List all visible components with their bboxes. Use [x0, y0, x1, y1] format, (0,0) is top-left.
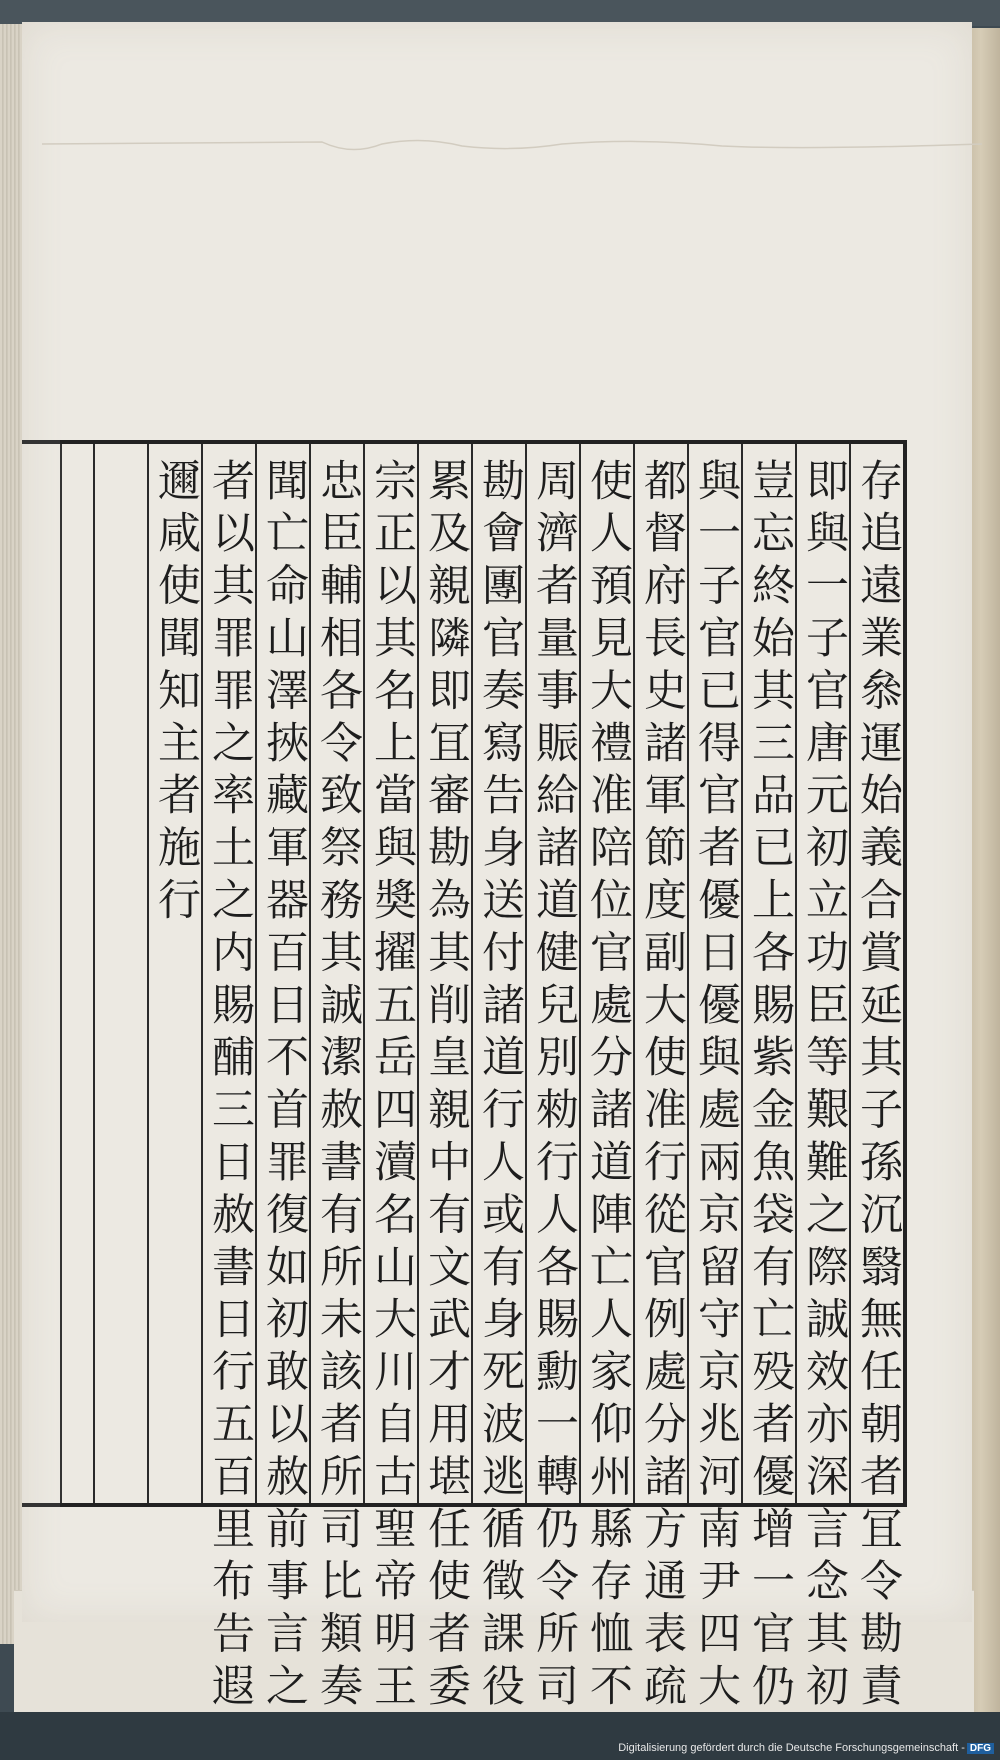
column-text: 周濟者量事賑給諸道健兒別勑行人各賜勳一轉仍令所司 — [529, 458, 579, 1716]
book-page — [22, 22, 972, 1716]
text-column — [255, 444, 309, 1716]
text-column — [147, 444, 201, 1503]
column-text: 勘會團官奏寫告身送付諸道行人或有身死波逃循徵課役 — [475, 458, 525, 1716]
text-column — [795, 444, 849, 1716]
text-column — [687, 444, 741, 1716]
dfg-logo: DFG — [967, 1743, 994, 1754]
frame-stub — [22, 1503, 60, 1507]
credit-text: Digitalisierung gefördert durch die Deutsche Forschungsgemeinschaft - — [618, 1742, 965, 1754]
column-text: 宗正以其名上當與奬擢五岳四瀆名山大川自古聖帝明王 — [367, 458, 417, 1716]
text-column — [309, 444, 363, 1716]
column-text: 者以其罪罪之率土之内賜酺三日赦書日行五百里布告遐 — [205, 458, 255, 1716]
text-column — [201, 444, 255, 1716]
text-column — [471, 444, 525, 1716]
paper-crease — [42, 132, 982, 162]
digitization-credit — [618, 1742, 994, 1754]
column-text: 豈忘終始其三品已上各賜紫金魚袋有亡殁者優增一官仍 — [745, 458, 795, 1716]
text-column-empty — [93, 444, 147, 1503]
column-text: 存追遠業叅運始義合賞延其子孫沉翳無任朝者冝令勘責 — [853, 458, 903, 1716]
column-text: 邇咸使聞知主者施行 — [151, 458, 201, 930]
column-text: 聞亡命山澤挾藏軍器百日不首罪復如初敢以赦前事言之 — [259, 458, 309, 1716]
frame-left-rule — [60, 444, 62, 1503]
text-column — [579, 444, 633, 1716]
column-text: 與一子官已得官者優日優與處兩京留守京兆河南尹四大 — [691, 458, 741, 1716]
text-column — [363, 444, 417, 1716]
frame-stub — [22, 440, 60, 444]
text-column — [525, 444, 579, 1716]
book-fore-edge — [968, 28, 1000, 1718]
column-text: 都督府長史諸軍節度副大使准行從官例處分諸方通表疏 — [637, 458, 687, 1716]
text-column — [741, 444, 795, 1716]
text-column — [633, 444, 687, 1716]
text-column — [849, 444, 903, 1716]
column-text: 累及親隣即冝審勘為其削皇親中有文武才用堪任使者委 — [421, 458, 471, 1716]
text-column — [417, 444, 471, 1716]
text-block-frame — [60, 440, 907, 1716]
column-text: 忠臣輔相各令致祭務其誠潔赦書有所未該者所司比類奏 — [313, 458, 363, 1716]
column-text: 即與一子官唐元初立功臣等艱難之際誠效亦深言念其初 — [799, 458, 849, 1716]
column-text: 使人預見大禮准陪位官處分諸道陣亡人家仰州縣存恤不 — [583, 458, 633, 1716]
